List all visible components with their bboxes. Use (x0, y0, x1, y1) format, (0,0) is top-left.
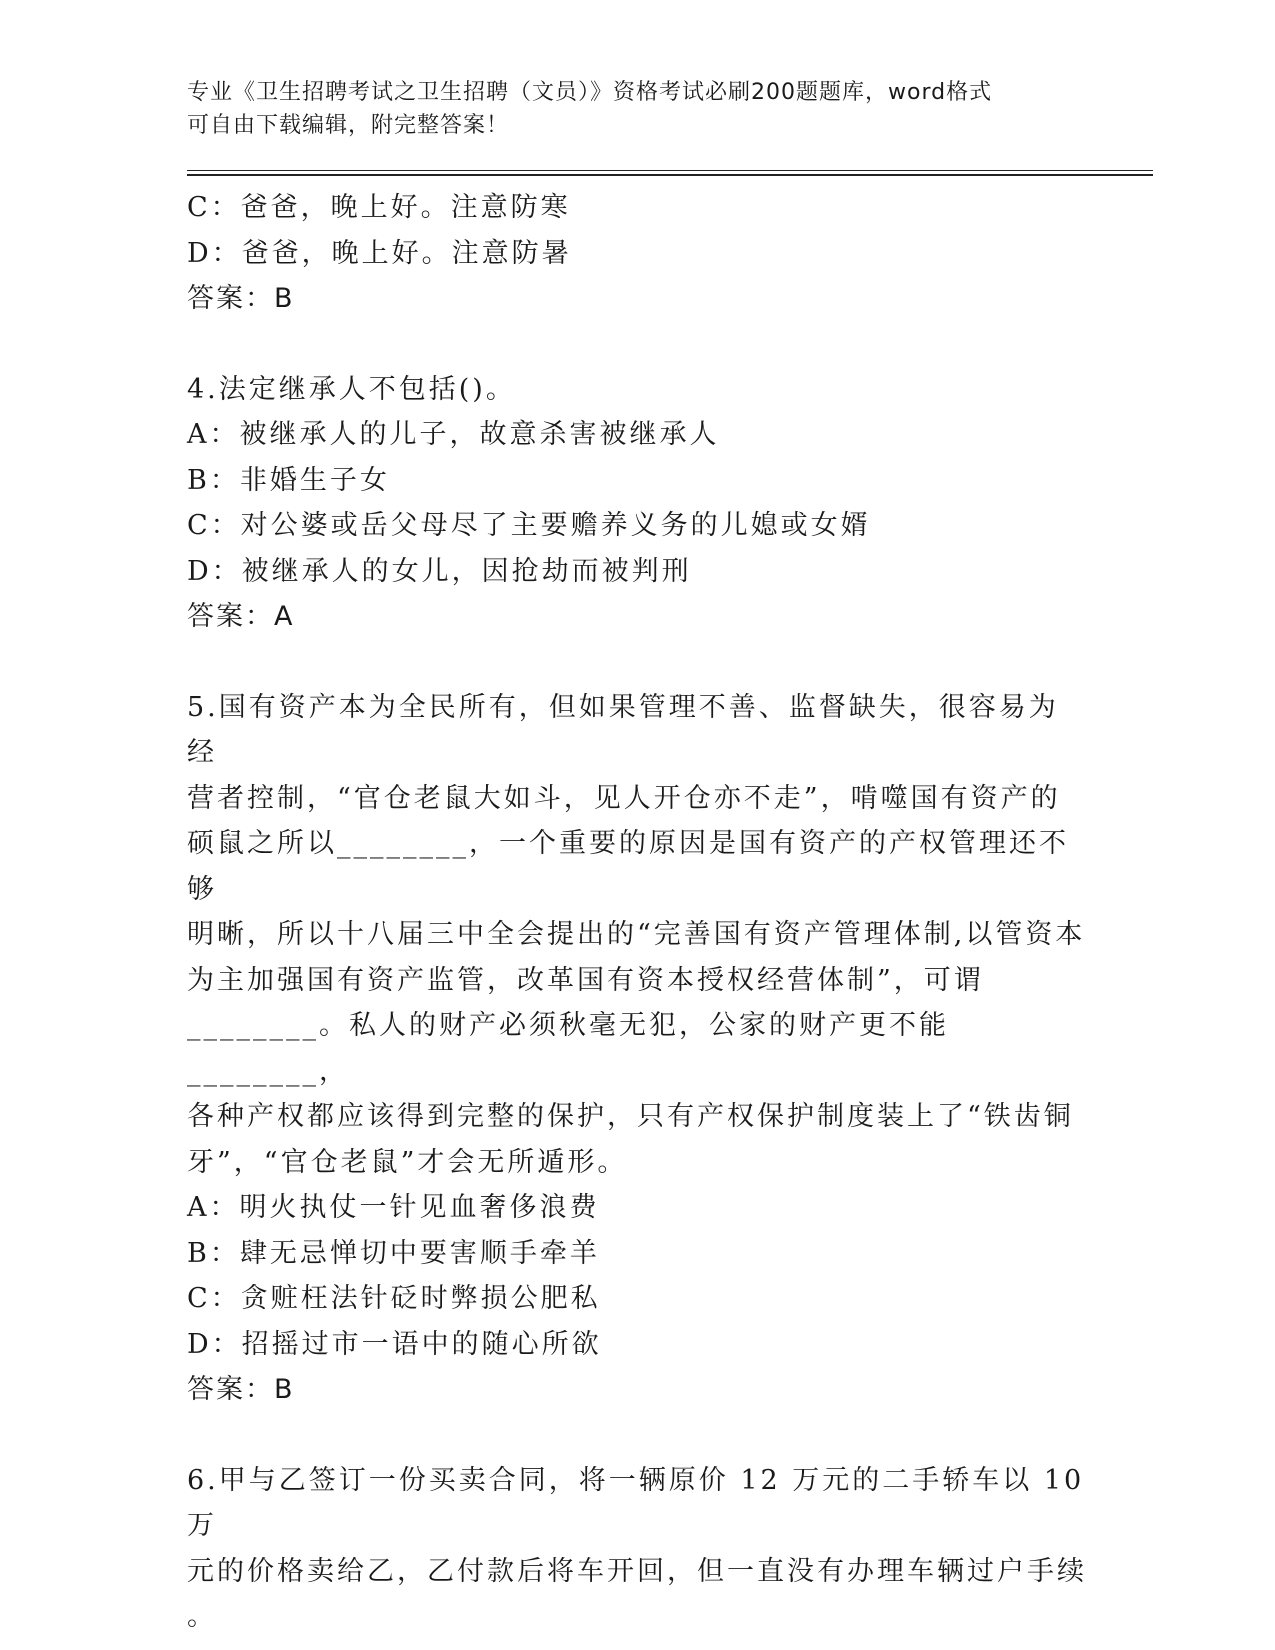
q6-question-line: 。 (187, 1601, 217, 1632)
question-5 (187, 685, 1087, 1413)
q4-question: 4.法定继承人不包括()。 (187, 373, 516, 405)
q3-option-c: C：爸爸，晚上好。注意防寒 (187, 192, 571, 223)
q5-question-line: 明晰，所以十八届三中全会提出的“完善国有资产管理体制,以管资本 (187, 919, 1086, 950)
q6-question-line: 6.甲与乙签订一份买卖合同，将一辆原价 12 万元的二手轿车以 10 万 (187, 1464, 1096, 1541)
document-header (187, 76, 1087, 142)
spacer (187, 322, 1087, 367)
header-divider-thin (187, 170, 1153, 171)
q5-option-c: C：贪赃枉法针砭时弊损公肥私 (187, 1283, 601, 1314)
document-body (187, 185, 1096, 1640)
q4-option-a: A：被继承人的儿子，故意杀害被继承人 (187, 419, 720, 450)
q5-question-line: 牙”，“官仓老鼠”才会无所遁形。 (187, 1146, 628, 1178)
header-title-line-1: 专业《卫生招聘考试之卫生招聘（文员）》资格考试必刷200题题库，word格式 (187, 80, 993, 105)
header-divider-thick (187, 174, 1153, 176)
q5-question-line: 5.国有资产本为全民所有，但如果管理不善、监督缺失，很容易为经 (187, 691, 1059, 768)
header-title-line-2: 可自由下载编辑，附完整答案！ (187, 113, 510, 138)
q5-question-line: 为主加强国有资产监管，改革国有资本授权经营体制”，可谓 (187, 964, 984, 996)
q3-answer: 答案：B (187, 283, 295, 314)
q5-option-a: A：明火执仗一针见血奢侈浪费 (187, 1192, 600, 1223)
q3-option-d: D：爸爸，晚上好。注意防暑 (187, 237, 572, 269)
q5-option-d: D：招摇过市一语中的随心所欲 (187, 1328, 602, 1360)
question-6 (187, 1458, 1096, 1640)
q6-question-line: 元的价格卖给乙，乙付款后将车开回，但一直没有办理车辆过户手续 (187, 1555, 1087, 1587)
question-3-tail (187, 185, 1087, 322)
question-4 (187, 367, 1087, 640)
q5-question-line: 硕鼠之所以________，一个重要的原因是国有资产的产权管理还不够 (187, 828, 1069, 905)
q5-question-line: 各种产权都应该得到完整的保护，只有产权保护制度装上了“铁齿铜 (187, 1101, 1074, 1132)
q5-option-b: B：肆无忌惮切中要害顺手牵羊 (187, 1237, 600, 1269)
spacer (187, 1413, 1087, 1458)
q5-answer: 答案：B (187, 1374, 295, 1405)
q4-option-b: B：非婚生子女 (187, 464, 390, 496)
q4-answer: 答案：A (187, 601, 295, 632)
q5-question-line: ________。私人的财产必须秋毫无犯，公家的财产更不能________， (187, 1010, 949, 1087)
q4-option-c: C：对公婆或岳父母尽了主要赡养义务的儿媳或女婿 (187, 510, 871, 541)
q5-question-line: 营者控制，“官仓老鼠大如斗，见人开仓亦不走”，啃噬国有资产的 (187, 782, 1061, 814)
spacer (187, 640, 1087, 685)
q4-option-d: D：被继承人的女儿，因抢劫而被判刑 (187, 555, 692, 587)
